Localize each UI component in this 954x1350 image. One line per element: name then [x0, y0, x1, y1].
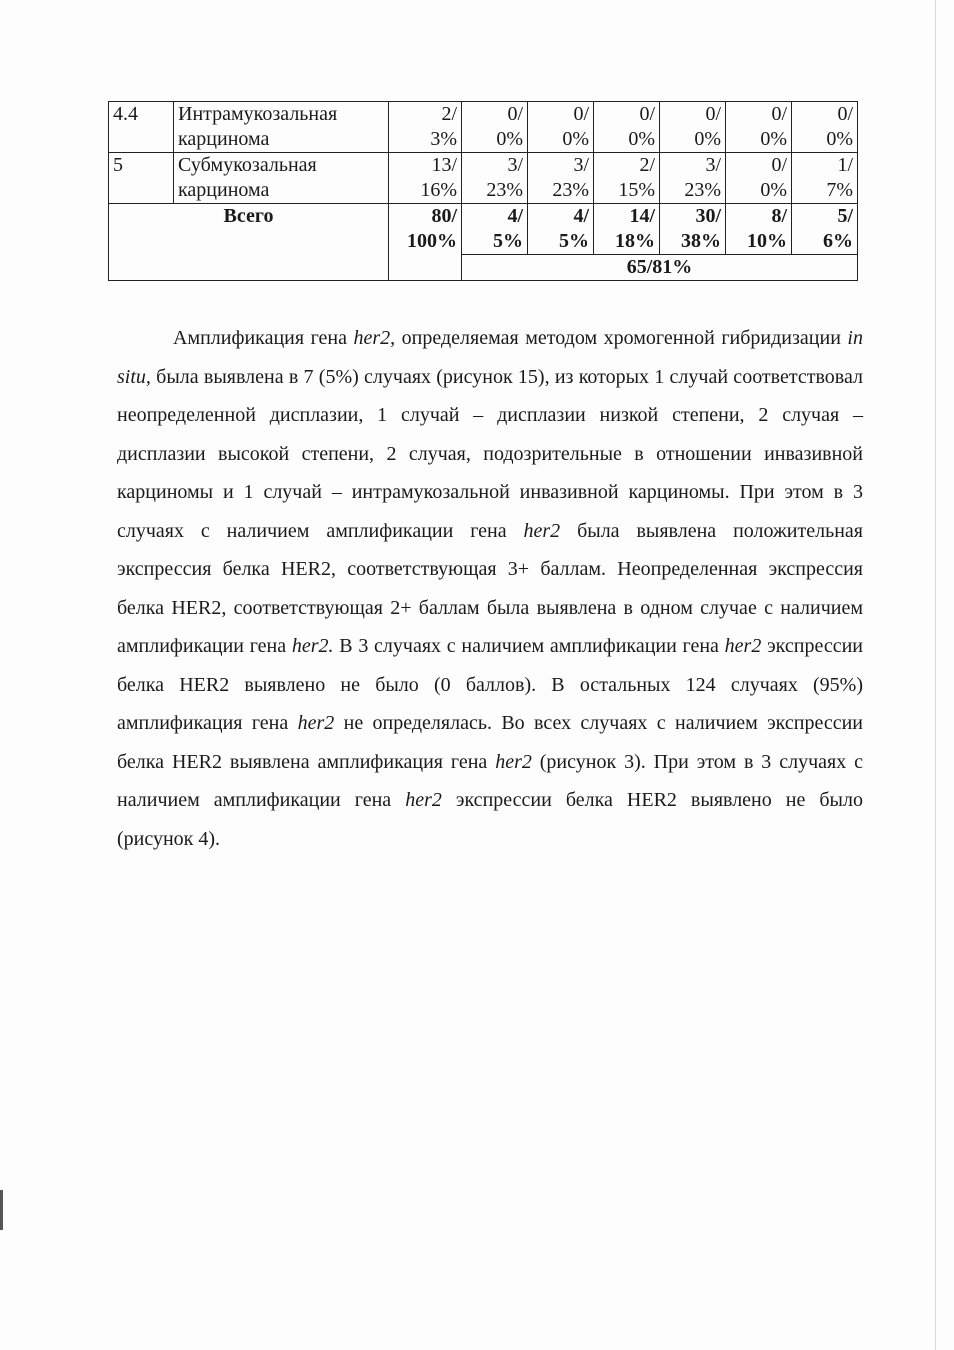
text-run: была выявлена положительная экспрессия белка HER2, соответствующая 3+ баллам. Неопределенная экспрессия белка HER2, соответствующая 2+ баллам была выявлена в одном случае с наличием амплификации гена: [117, 519, 864, 657]
row-name: Интрамукозальная карцинома: [174, 102, 389, 153]
row-name: Субмукозальная карцинома: [174, 153, 389, 204]
table-cell: 8/ 10%: [726, 204, 792, 255]
table-cell: 0/ 0%: [594, 102, 660, 153]
table-cell: 2/ 3%: [389, 102, 462, 153]
data-table: [108, 101, 858, 281]
text-run: , определяемая методом хромогенной гибридизации: [390, 327, 848, 349]
italic-run: her2: [724, 635, 762, 657]
table-cell: 13/ 16%: [389, 153, 462, 204]
table-cell: 0/ 0%: [792, 102, 858, 153]
text-run: Амплификация гена: [173, 327, 354, 349]
table-cell: 14/ 18%: [594, 204, 660, 255]
italic-run: her2.: [291, 635, 334, 657]
italic-run: her2: [297, 712, 335, 734]
text-run: экспрессии белка HER2 выявлено не было (0 баллов). В остальных 124 случаях (95%) амплификация гена: [117, 635, 863, 734]
table-cell: 1/ 7%: [792, 153, 858, 204]
italic-run: her2: [495, 750, 532, 773]
text-run: экспрессии белка HER2 выявлено не было (рисунок 4).: [117, 789, 863, 850]
table-row: [109, 153, 858, 204]
table-row: [109, 102, 858, 153]
table-cell: 5/ 6%: [792, 204, 858, 255]
table-cell: 30/ 38%: [660, 204, 726, 255]
body-text: [117, 319, 863, 858]
table-cell: 3/ 23%: [528, 153, 594, 204]
scan-mark: [0, 1190, 3, 1230]
table-cell: 4/ 5%: [462, 204, 528, 255]
italic-run: her2: [405, 789, 442, 811]
table-cell: 3/ 23%: [660, 153, 726, 204]
table-cell: 0/ 0%: [528, 102, 594, 153]
table-cell: 2/ 15%: [594, 153, 660, 204]
table-cell: 0/ 0%: [726, 102, 792, 153]
table-cell: 0/ 0%: [726, 153, 792, 204]
text-run: В 3 случаях с наличием амплификации гена: [333, 635, 725, 657]
table-total-row: [109, 204, 858, 255]
table-cell: 0/ 0%: [660, 102, 726, 153]
text-run: не определялась. Во всех случаях с наличием экспрессии белка HER2 выявлена амплификация гена: [117, 712, 864, 773]
table-cell: 4/ 5%: [528, 204, 594, 255]
table-cell: 80/ 100%: [389, 204, 462, 281]
table-cell: 0/ 0%: [462, 102, 528, 153]
italic-run: in situ,: [117, 327, 863, 388]
page-edge: [935, 0, 936, 1350]
combined-total: 65/81%: [462, 255, 858, 281]
text-run: была выявлена в 7 (5%) случаях (рисунок 15), из которых 1 случай соответствовал неопределенной дисплазии, 1 случай – дисплазии низкой степени, 2 случая – дисплазии высокой степени, 2 случая, подозрительные в отношении инвазивной карциномы и 1 случай – интрамукозальной инвазивной карциномы. При этом в 3 случаях с наличием амплификации гена: [117, 365, 863, 542]
italic-run: her2: [353, 327, 391, 349]
italic-run: her2: [523, 519, 561, 542]
paragraph: [117, 319, 863, 858]
row-number: 5: [109, 153, 174, 204]
total-label: Всего: [109, 204, 389, 281]
text-run: (рисунок 3). При этом в 3 случаях с наличием амплификации гена: [117, 750, 863, 811]
table-cell: 3/ 23%: [462, 153, 528, 204]
row-number: 4.4: [109, 102, 174, 153]
